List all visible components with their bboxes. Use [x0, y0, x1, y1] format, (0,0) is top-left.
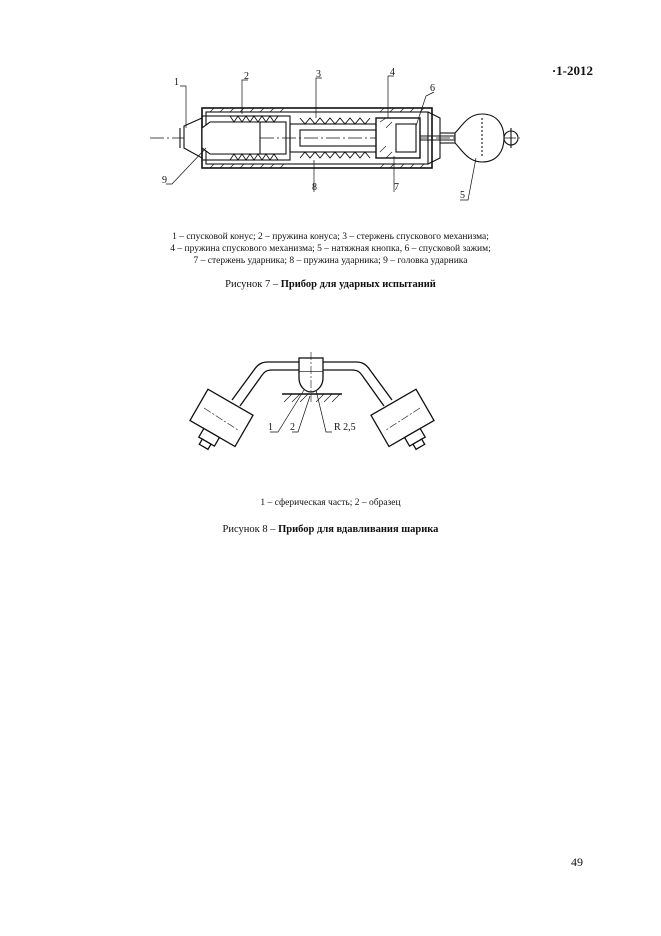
legend-line: 1 – спусковой конус; 2 – пружина конуса; 3 – стержень спускового механизма;: [172, 232, 489, 242]
fig7-callout-9: 9: [162, 175, 167, 186]
page-number: 49: [571, 855, 583, 869]
figure-7-caption: [60, 279, 601, 290]
fig7-callout-8: 8: [312, 182, 317, 193]
figure-8-drawing: [182, 352, 442, 464]
fig7-callout-6: 6: [430, 83, 435, 94]
caption-title: Прибор для вдавливания шарика: [278, 524, 439, 535]
legend-line: 7 – стержень ударника; 8 – пружина ударника; 9 – головка ударника: [193, 256, 468, 266]
fig7-callout-7: 7: [394, 182, 399, 193]
fig7-callout-5: 5: [460, 190, 465, 201]
fig8-callout-2: 2: [290, 422, 295, 433]
fig7-callout-2: 2: [244, 71, 249, 82]
legend-line: 4 – пружина спускового механизма; 5 – натяжная кнопка, 6 – спусковой зажим;: [170, 244, 491, 254]
figure-7-legend: [60, 231, 601, 267]
fig7-callout-4: 4: [390, 67, 395, 78]
caption-prefix: Рисунок 8 –: [222, 524, 279, 535]
figure-8-legend: [60, 497, 601, 509]
legend-line: 1 – сферическая часть; 2 – образец: [260, 498, 401, 508]
fig8-callout-1: 1: [268, 422, 273, 433]
fig7-callout-1: 1: [174, 77, 179, 88]
caption-title: Прибор для ударных испытаний: [280, 279, 436, 290]
caption-prefix: Рисунок 7 –: [225, 279, 281, 290]
fig8-radius-label: R 2,5: [334, 422, 356, 433]
fig7-callout-3: 3: [316, 69, 321, 80]
document-code: ·1-2012: [551, 63, 593, 78]
figure-7-drawing: [150, 66, 530, 211]
figure-8-caption: [60, 524, 601, 535]
